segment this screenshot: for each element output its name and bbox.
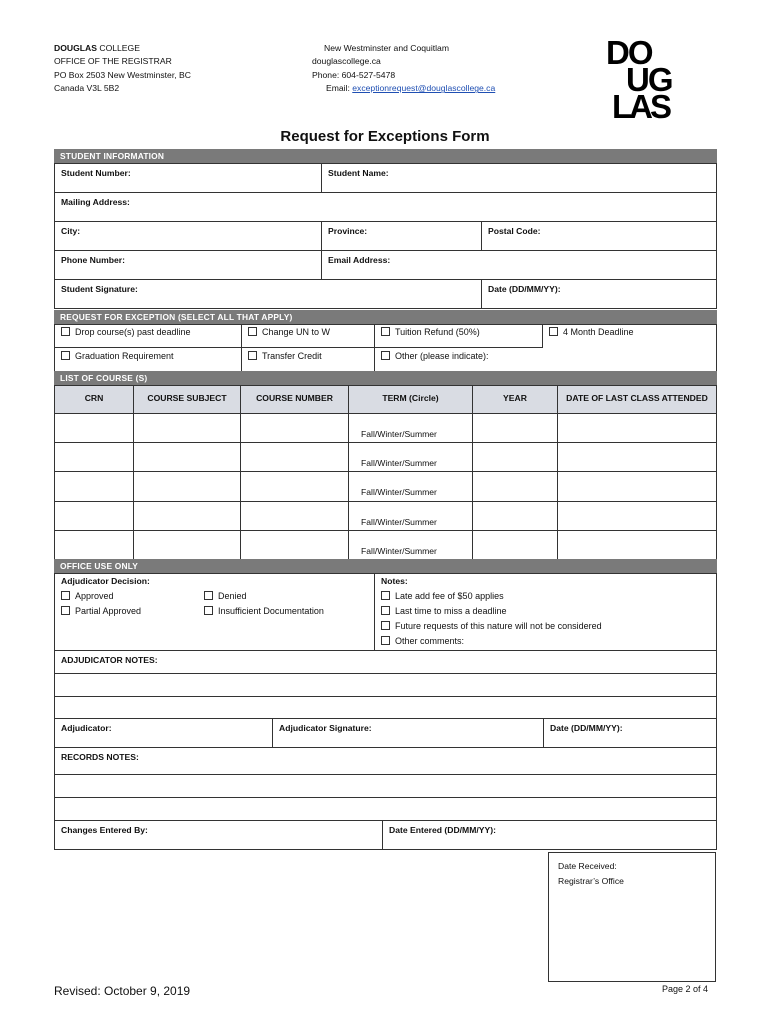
checkbox-4-month-deadline[interactable]: 4 Month Deadline <box>549 327 634 337</box>
course-cell-r3-c4[interactable] <box>472 501 558 531</box>
notes-label: Notes: <box>381 576 408 586</box>
course-cell-r4-c1[interactable] <box>133 530 241 560</box>
course-cell-r4-c0[interactable] <box>54 530 134 560</box>
student-number-field[interactable]: Student Number: <box>54 163 322 193</box>
course-header-4: YEAR <box>472 385 558 414</box>
course-cell-r4-c2[interactable] <box>240 530 349 560</box>
city-field[interactable]: City: <box>54 221 322 251</box>
checkbox-transfer-credit[interactable]: Transfer Credit <box>248 351 322 361</box>
course-cell-r3-c5[interactable] <box>557 501 717 531</box>
revised-date: Revised: October 9, 2019 <box>54 984 191 998</box>
adjudicator-notes-line-2[interactable] <box>54 696 717 719</box>
mailing-address-field[interactable]: Mailing Address: <box>54 192 717 222</box>
logo-line-1: DO <box>606 38 652 71</box>
course-cell-r1-c0[interactable] <box>54 442 134 472</box>
course-cell-r2-c4[interactable] <box>472 471 558 501</box>
records-notes-field[interactable]: RECORDS NOTES: <box>54 747 717 775</box>
college-name-bold: DOUGLAS <box>54 43 97 53</box>
student-date-field[interactable]: Date (DD/MM/YY): <box>481 279 717 309</box>
phone-number-field[interactable]: Phone Number: <box>54 250 322 280</box>
term-options[interactable]: Fall/Winter/Summer <box>361 487 437 498</box>
course-header-0: CRN <box>54 385 134 414</box>
date-entered-field[interactable]: Date Entered (DD/MM/YY): <box>382 820 717 850</box>
course-cell-r3-c2[interactable] <box>240 501 349 531</box>
postal-code-field[interactable]: Postal Code: <box>481 221 717 251</box>
po-box: PO Box 2503 New Westminster, BC <box>54 69 191 80</box>
registrars-office-label: Registrar’s Office <box>558 876 624 886</box>
email-address-field[interactable]: Email Address: <box>321 250 717 280</box>
student-name-field[interactable]: Student Name: <box>321 163 717 193</box>
province-field[interactable]: Province: <box>321 221 482 251</box>
term-options[interactable]: Fall/Winter/Summer <box>361 429 437 439</box>
course-cell-r1-c5[interactable] <box>557 442 717 472</box>
course-cell-r2-c0[interactable] <box>54 471 134 501</box>
course-cell-r1-c1[interactable] <box>133 442 241 472</box>
checkbox-partial-approved[interactable]: Partial Approved <box>61 606 141 616</box>
checkbox-tuition-refund[interactable]: Tuition Refund (50%) <box>381 327 480 337</box>
changes-entered-by-field[interactable]: Changes Entered By: <box>54 820 383 850</box>
form-title: Request for Exceptions Form <box>280 128 490 145</box>
course-header-1: COURSE SUBJECT <box>133 385 241 414</box>
student-signature-field[interactable]: Student Signature: <box>54 279 482 309</box>
email-label: Email: <box>326 83 353 94</box>
course-cell-r1-c4[interactable] <box>472 442 558 472</box>
term-options[interactable]: Fall/Winter/Summer <box>361 545 437 556</box>
page-number: Page 2 of 4 <box>662 984 709 994</box>
section-list-of-courses: LIST OF COURSE (S) <box>54 371 717 385</box>
college-address <box>54 42 191 96</box>
course-cell-r3-c0[interactable] <box>54 501 134 531</box>
course-header-5: DATE OF LAST CLASS ATTENDED <box>557 385 717 414</box>
checkbox-other-comments[interactable]: Other comments: <box>381 636 464 646</box>
adjudicator-signature-field[interactable]: Adjudicator Signature: <box>272 718 544 748</box>
course-cell-r0-c0[interactable] <box>54 413 134 443</box>
adjudicator-notes-line-1[interactable] <box>54 673 717 697</box>
postal-line: Canada V3L 5B2 <box>54 83 120 94</box>
checkbox-future-requests[interactable]: Future requests of this nature will not be considered <box>381 621 602 631</box>
checkbox-insufficient-documentation[interactable]: Insufficient Documentation <box>204 606 324 616</box>
campuses: New Westminster and Coquitlam <box>324 43 449 53</box>
website: douglascollege.ca <box>312 56 381 67</box>
date-received-stamp-box[interactable] <box>548 852 716 982</box>
checkbox-graduation-requirement[interactable]: Graduation Requirement <box>61 351 174 361</box>
checkbox-drop-course[interactable]: Drop course(s) past deadline <box>61 327 191 337</box>
checkbox-change-un-to-w[interactable]: Change UN to W <box>248 327 330 337</box>
records-notes-line-2[interactable] <box>54 797 717 821</box>
course-cell-r0-c1[interactable] <box>133 413 241 443</box>
course-cell-r1-c2[interactable] <box>240 442 349 472</box>
course-cell-r0-c2[interactable] <box>240 413 349 443</box>
checkbox-other[interactable]: Other (please indicate): <box>381 351 489 361</box>
course-cell-r3-c1[interactable] <box>133 501 241 531</box>
logo-line-2: UG <box>626 61 672 98</box>
section-request-for-exception: REQUEST FOR EXCEPTION (SELECT ALL THAT APPLY) <box>54 310 717 324</box>
date-received-label: Date Received: <box>558 861 617 871</box>
checkbox-late-add-fee[interactable]: Late add fee of $50 applies <box>381 591 504 601</box>
checkbox-approved[interactable]: Approved <box>61 591 114 601</box>
phone: Phone: 604-527-5478 <box>312 69 396 80</box>
term-options[interactable]: Fall/Winter/Summer <box>361 516 437 527</box>
course-header-3: TERM (Circle) <box>348 385 473 414</box>
course-cell-r4-c4[interactable] <box>472 530 558 560</box>
contact-info <box>312 42 495 96</box>
section-office-use-only: OFFICE USE ONLY <box>54 559 717 573</box>
course-cell-r2-c1[interactable] <box>133 471 241 501</box>
adjudicator-date-field[interactable]: Date (DD/MM/YY): <box>543 718 717 748</box>
course-cell-r0-c4[interactable] <box>472 413 558 443</box>
adjudicator-notes-field[interactable]: ADJUDICATOR NOTES: <box>54 650 717 674</box>
email-link[interactable]: exceptionrequest@douglascollege.ca <box>352 83 496 94</box>
checkbox-last-time[interactable]: Last time to miss a deadline <box>381 606 507 616</box>
term-options[interactable]: Fall/Winter/Summer <box>361 458 437 469</box>
course-cell-r0-c5[interactable] <box>557 413 717 443</box>
adjudicator-decision-label: Adjudicator Decision: <box>61 576 150 586</box>
course-header-2: COURSE NUMBER <box>240 385 349 414</box>
office-name: OFFICE OF THE REGISTRAR <box>54 56 172 67</box>
college-name-rest: COLLEGE <box>96 43 140 53</box>
course-cell-r2-c5[interactable] <box>557 471 717 501</box>
adjudicator-field[interactable]: Adjudicator: <box>54 718 273 748</box>
douglas-logo <box>606 38 690 122</box>
course-cell-r4-c5[interactable] <box>557 530 717 560</box>
section-student-information: STUDENT INFORMATION <box>54 149 717 163</box>
records-notes-line-1[interactable] <box>54 774 717 798</box>
course-cell-r2-c2[interactable] <box>240 471 349 501</box>
checkbox-denied[interactable]: Denied <box>204 591 247 601</box>
logo-line-3: LAS <box>612 88 669 122</box>
